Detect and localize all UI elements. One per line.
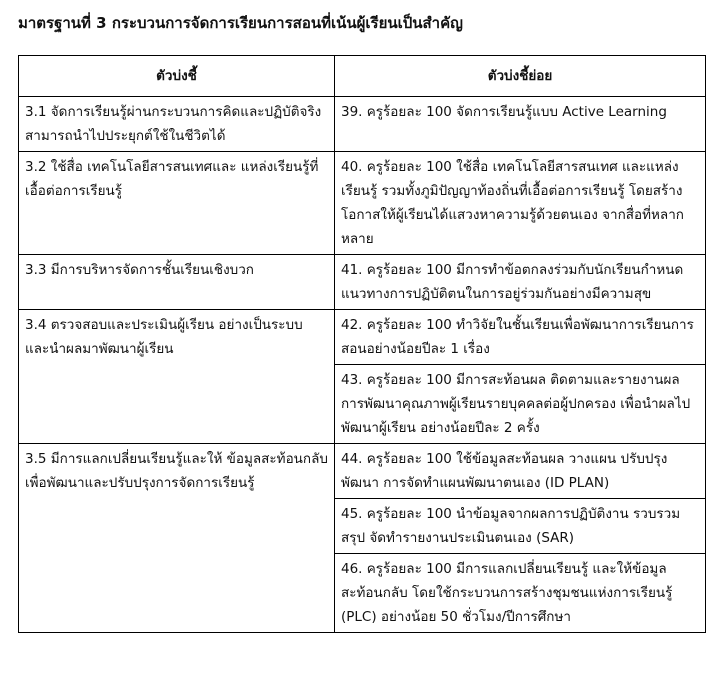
sub-indicator-cell [335, 255, 706, 310]
header-indicator: ตัวบ่งชี้ [19, 56, 335, 97]
sub-indicator-cell [335, 365, 706, 444]
indicator-text: 3.3 มีการบริหารจัดการชั้นเรียนเชิงบวก [25, 262, 254, 278]
sub-indicator-text: 45. ครูร้อยละ 100 นำข้อมูลจากผลการปฏิบัติงาน รวบรวม สรุป จัดทำรายงานประเมินตนเอง (SAR) [341, 506, 681, 546]
indicator-text: 3.4 ตรวจสอบและประเมินผู้เรียน อย่างเป็นระบบ และนำผลมาพัฒนาผู้เรียน [25, 317, 303, 357]
sub-indicator-cell [335, 310, 706, 365]
indicator-text: 3.1 จัดการเรียนรู้ผ่านกระบวนการคิดและปฏิบัติจริงสามารถนำไปประยุกต์ใช้ในชีวิตได้ [25, 104, 322, 144]
indicator-cell [19, 97, 335, 152]
sub-indicator-text: 44. ครูร้อยละ 100 ใช้ข้อมูลสะท้อนผล วางแผน ปรับปรุงพัฒนา การจัดทำแผนพัฒนาตนเอง (ID PLAN) [341, 451, 668, 491]
indicator-cell [19, 444, 335, 633]
sub-indicator-text: 41. ครูร้อยละ 100 มีการทำข้อตกลงร่วมกับนักเรียนกำหนดแนวทางการปฏิบัติตนในการอยู่ร่วมกันอย่างมีความสุข [341, 262, 684, 302]
table-row [19, 444, 706, 499]
table-row [19, 152, 706, 255]
table-row [19, 310, 706, 365]
indicator-cell [19, 152, 335, 255]
indicator-cell [19, 255, 335, 310]
sub-indicator-cell [335, 97, 706, 152]
header-sub-indicator: ตัวบ่งชี้ย่อย [335, 56, 706, 97]
sub-indicator-text: 39. ครูร้อยละ 100 จัดการเรียนรู้แบบ Active Learning [341, 104, 667, 120]
sub-indicator-cell [335, 554, 706, 633]
sub-indicator-text: 43. ครูร้อยละ 100 มีการสะท้อนผล ติดตามและรายงานผลการพัฒนาคุณภาพผู้เรียนรายบุคคลต่อผู้ปกครอง เพื่อนำผลไปพัฒนาผู้เรียน อย่างน้อยปีละ 2 ครั้ง [341, 372, 691, 436]
sub-indicator-cell [335, 152, 706, 255]
indicator-text: 3.2 ใช้สื่อ เทคโนโลยีสารสนเทศและ แหล่งเรียนรู้ที่เอื้อต่อการเรียนรู้ [25, 159, 319, 199]
sub-indicator-text: 42. ครูร้อยละ 100 ทำวิจัยในชั้นเรียนเพื่อพัฒนาการเรียนการสอนอย่างน้อยปีละ 1 เรื่อง [341, 317, 694, 357]
sub-indicator-cell [335, 444, 706, 499]
table-row [19, 97, 706, 152]
indicator-cell [19, 310, 335, 444]
indicator-text: 3.5 มีการแลกเปลี่ยนเรียนรู้และให้ ข้อมูลสะท้อนกลับเพื่อพัฒนาและปรับปรุงการจัดการเรียนรู้ [25, 451, 328, 491]
table-header-row [19, 56, 706, 97]
sub-indicator-text: 40. ครูร้อยละ 100 ใช้สื่อ เทคโนโลยีสารสนเทศ และแหล่งเรียนรู้ รวมทั้งภูมิปัญญาท้องถิ่นที่เอื้อต่อการเรียนรู้ โดยสร้างโอกาสให้ผู้เรียนได้แสวงหาความรู้ด้วยตนเอง จากสื่อที่หลากหลาย [341, 159, 684, 247]
sub-indicator-text: 46. ครูร้อยละ 100 มีการแลกเปลี่ยนเรียนรู้ และให้ข้อมูลสะท้อนกลับ โดยใช้กระบวนการสร้างชุมชนแห่งการเรียนรู้ (PLC) อย่างน้อย 50 ชั่วโมง/ปีการศึกษา [341, 561, 673, 625]
page-title: มาตรฐานที่ 3 กระบวนการจัดการเรียนการสอนที่เน้นผู้เรียนเป็นสำคัญ [18, 14, 463, 32]
sub-indicator-cell [335, 499, 706, 554]
table-row [19, 255, 706, 310]
indicator-table [18, 55, 706, 633]
